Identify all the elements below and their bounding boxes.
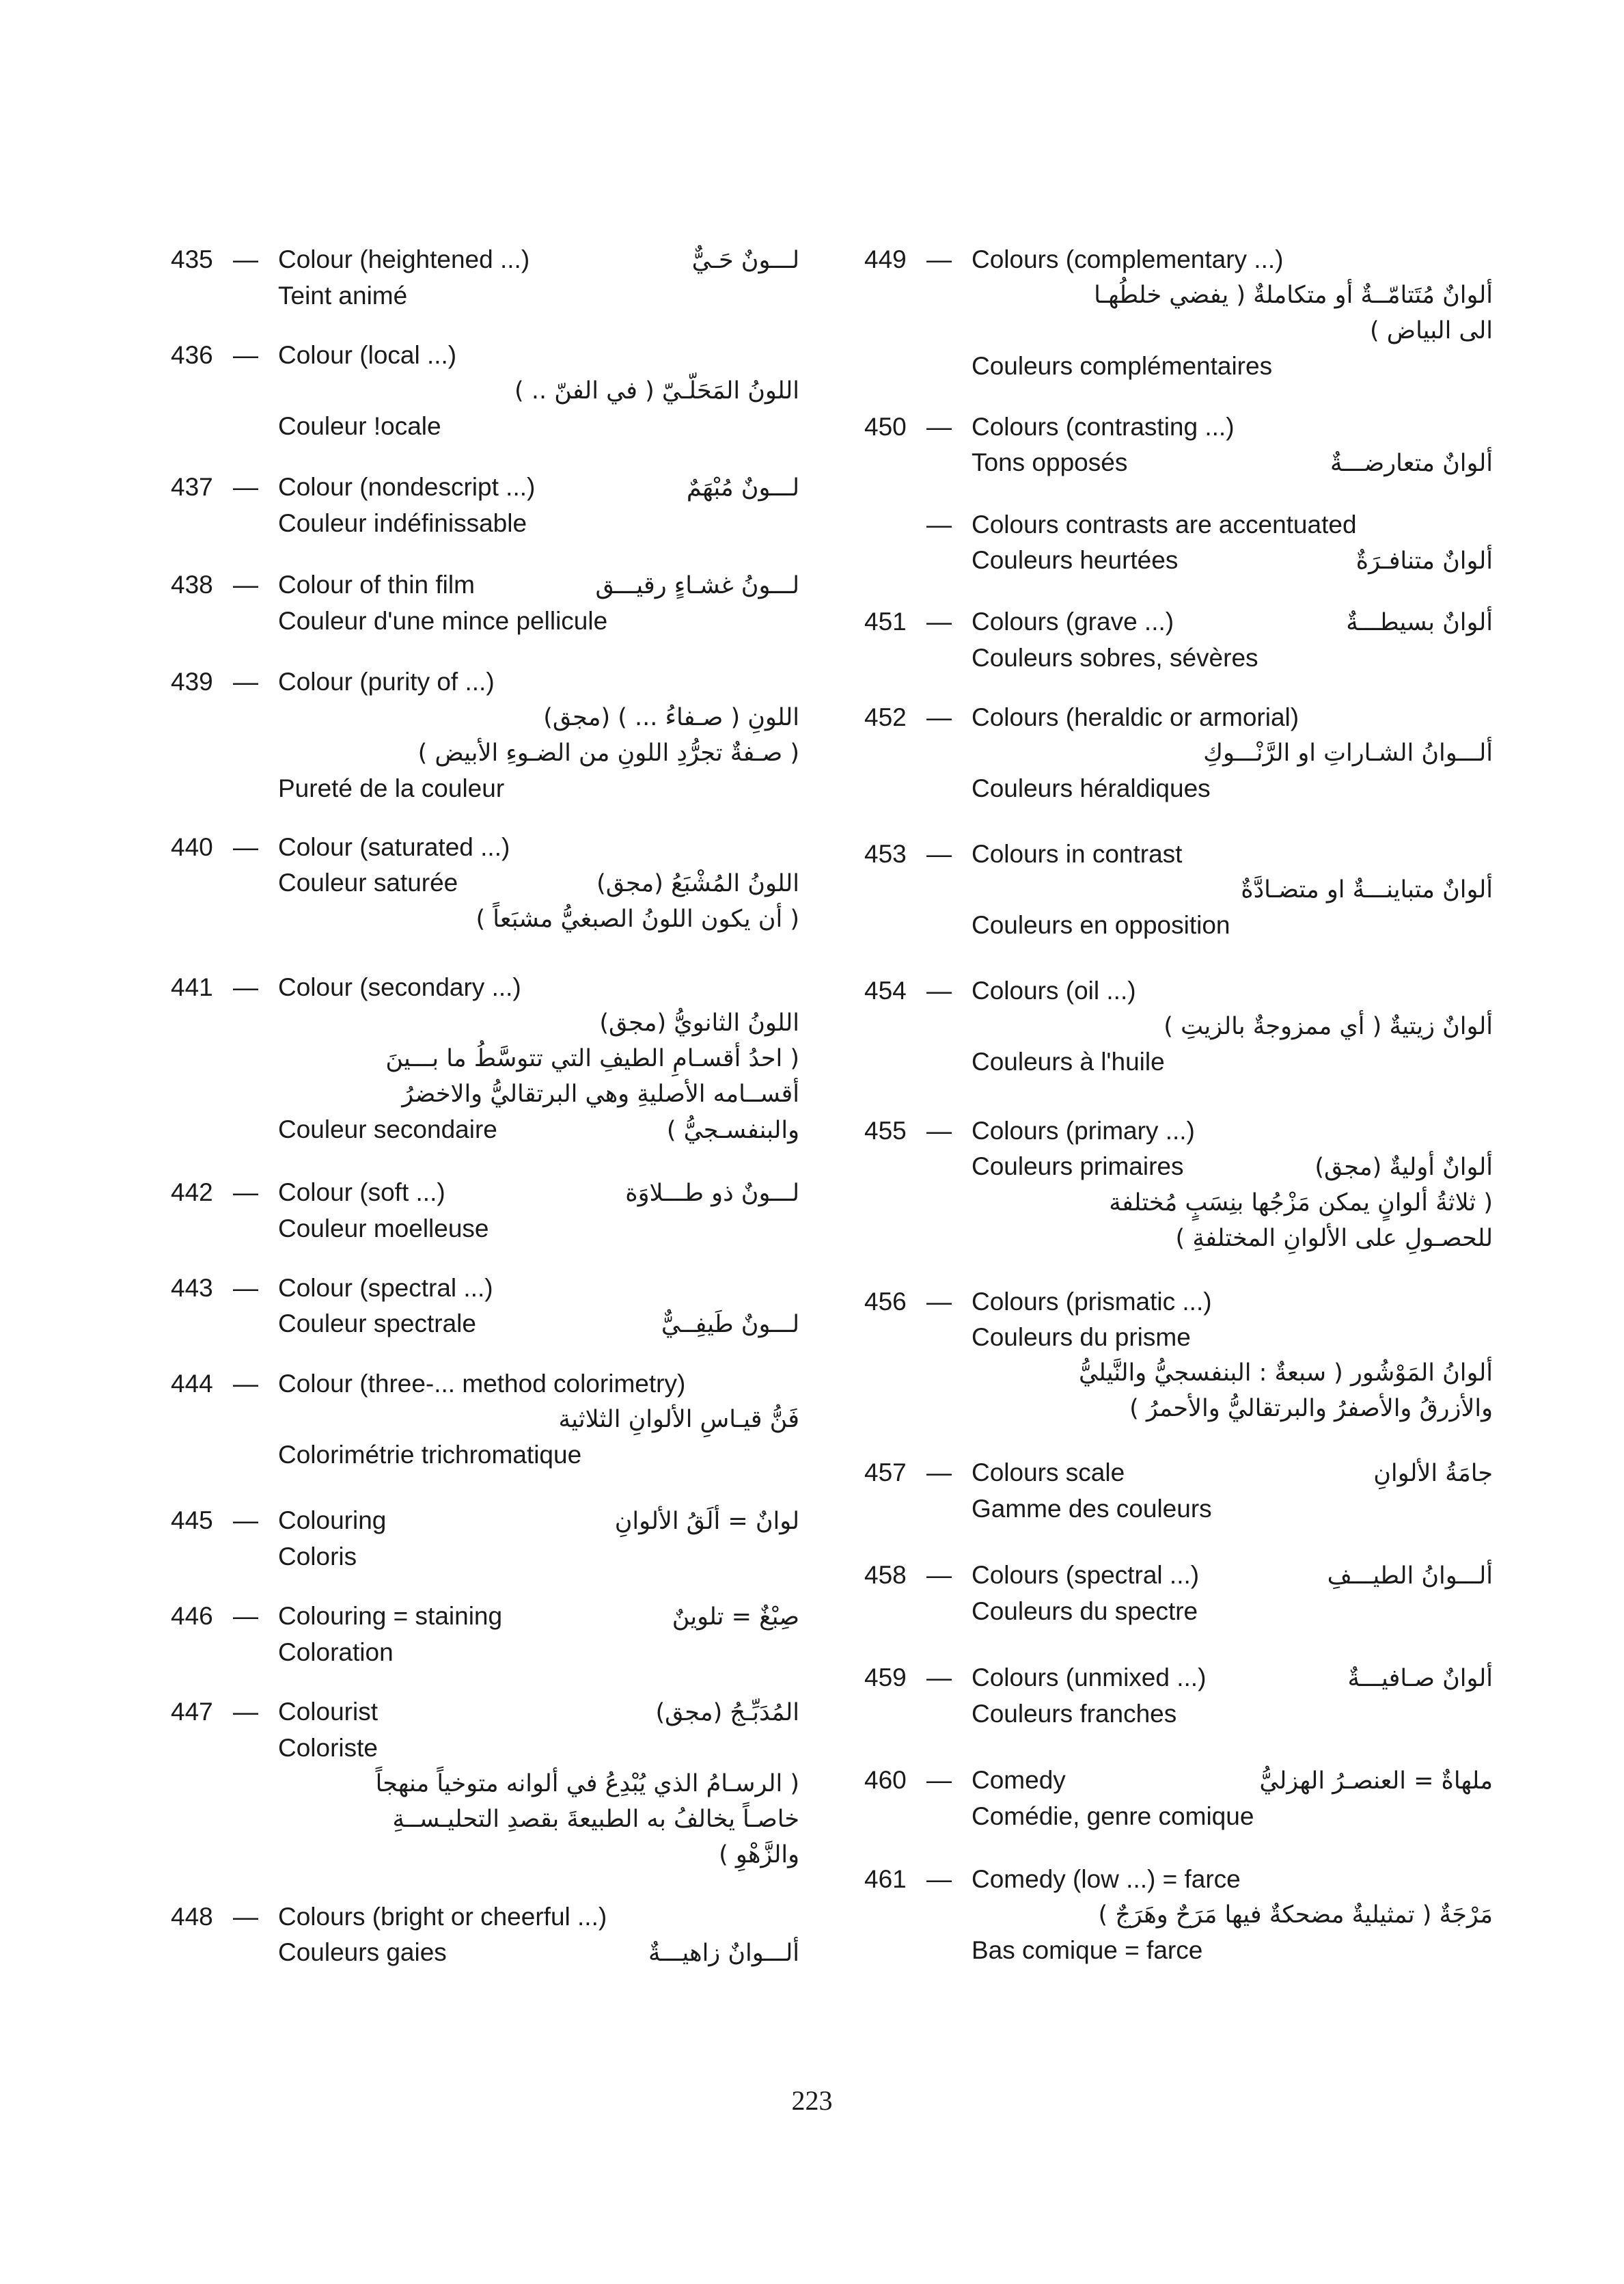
entry-head xyxy=(864,1455,1493,1491)
french-term: Couleur moelleuse xyxy=(278,1214,489,1242)
entry-head xyxy=(864,409,1493,445)
entry-dash: — xyxy=(233,1698,258,1726)
dictionary-entry xyxy=(864,242,1493,384)
french-row xyxy=(864,543,1493,579)
arabic-definition-line: ( احدُ أقسـامِ الطيفِ التي تتوسَّطُ ما بـــينَ xyxy=(385,1045,799,1072)
entry-dash: — xyxy=(926,1288,952,1316)
dictionary-entry xyxy=(864,1455,1493,1527)
french-row xyxy=(864,1320,1493,1355)
french-row xyxy=(864,908,1493,943)
entry-number: 443 xyxy=(171,1274,213,1302)
dictionary-entry xyxy=(171,1175,799,1247)
entry-head xyxy=(171,1599,799,1635)
dictionary-entry xyxy=(171,470,799,541)
entry-number: 439 xyxy=(171,668,213,696)
entry-dash: — xyxy=(233,245,258,273)
french-row xyxy=(171,771,799,806)
english-term: Colours (prismatic ...) xyxy=(972,1288,1212,1316)
entry-dash: — xyxy=(926,1663,952,1691)
entry-number: 460 xyxy=(864,1766,907,1794)
english-term: Colouring xyxy=(278,1506,387,1534)
english-term: Colours (heraldic or armorial) xyxy=(972,703,1299,731)
french-term: Coloration xyxy=(278,1638,394,1666)
arabic-definition-line: الى البياض ) xyxy=(1370,317,1493,344)
english-term: Colour of thin film xyxy=(278,571,475,599)
entry-number: 459 xyxy=(864,1663,907,1691)
entry-head xyxy=(864,1763,1493,1799)
entry-number: 452 xyxy=(864,703,907,731)
french-term: Teint animé xyxy=(278,282,408,310)
english-term: Colours (bright or cheerful ...) xyxy=(278,1903,607,1931)
french-term: Couleurs primaires xyxy=(972,1152,1184,1180)
arabic-definition-line: اللونُ الثانويُّ (مجق) xyxy=(599,1009,799,1037)
french-term: Couleur indéfinissable xyxy=(278,509,527,537)
arabic-term: لـــونٌ مُبْهَمٌ xyxy=(686,474,799,502)
arabic-term: ألـــوانُ الطيـــفِ xyxy=(1327,1562,1493,1590)
entry-number: 450 xyxy=(864,413,907,441)
french-term: Couleur spectrale xyxy=(278,1309,476,1337)
english-term: Colouring = staining xyxy=(278,1602,503,1630)
english-term: Colour (purity of ...) xyxy=(278,668,495,696)
entry-head xyxy=(171,242,799,278)
entry-dash: — xyxy=(233,1506,258,1534)
entry-number: 454 xyxy=(864,977,907,1005)
french-row xyxy=(171,1437,799,1473)
entry-number: 436 xyxy=(171,341,213,369)
english-term: Colours (unmixed ...) xyxy=(972,1663,1207,1691)
english-term: Colours (oil ...) xyxy=(972,977,1136,1005)
french-term: Couleur d'une mince pellicule xyxy=(278,607,608,635)
arabic-term: ألـــوانٌ زاهيـــةٌ xyxy=(648,1940,799,1967)
entry-number: 441 xyxy=(171,973,213,1001)
english-term: Comedy xyxy=(972,1766,1066,1794)
entry-dash: — xyxy=(233,1178,258,1206)
entry-head xyxy=(171,1694,799,1730)
french-row xyxy=(864,640,1493,676)
french-term: Couleurs gaies xyxy=(278,1938,447,1966)
arabic-definition-line: ألوانٌ متباينـــةٌ او متضـادَّةٌ xyxy=(1241,876,1493,903)
french-term: Tons opposés xyxy=(972,448,1128,476)
arabic-definition-line: ( أن يكون اللونُ الصبغيُّ مشبَعاً ) xyxy=(476,906,799,933)
entry-number: 444 xyxy=(171,1370,213,1398)
french-row xyxy=(864,1933,1493,1968)
arabic-term: لـــونُ غشـاءٍ رقيـــق xyxy=(595,572,799,599)
entry-head xyxy=(864,1558,1493,1594)
dictionary-entry xyxy=(864,700,1493,806)
entry-head xyxy=(171,1175,799,1211)
entry-dash: — xyxy=(926,1766,952,1794)
arabic-definition-line: أقســامه الأصليةِ وهي البرتقاليُّ والاخضرُ xyxy=(402,1080,799,1108)
french-row xyxy=(171,278,799,314)
english-term: Colours in contrast xyxy=(972,840,1183,868)
entry-number: 447 xyxy=(171,1698,213,1726)
french-row xyxy=(864,1491,1493,1527)
arabic-term: ألوانٌ متعارضـــةٌ xyxy=(1330,450,1493,477)
french-row xyxy=(864,445,1493,481)
entry-number: 458 xyxy=(864,1561,907,1589)
english-term: Colours (complementary ...) xyxy=(972,245,1284,273)
english-term: Colour (heightened ...) xyxy=(278,245,530,273)
entry-dash: — xyxy=(926,1561,952,1589)
arabic-term: والبنفسـجيُّ ) xyxy=(666,1117,799,1144)
dictionary-entry xyxy=(171,1899,799,1971)
arabic-definition-line: ( الرسـامُ الذي يُبْدِعُ في ألوانه متوخياً منهجاً xyxy=(375,1770,799,1797)
entry-head xyxy=(864,1660,1493,1696)
entry-dash: — xyxy=(233,833,258,861)
french-term: Couleurs complémentaires xyxy=(972,352,1273,380)
arabic-definition-line: ( ثلاثةُ ألوانٍ يمكن مَزْجُها بنِسَبٍ مُختلفة xyxy=(1109,1189,1493,1216)
french-term: Coloris xyxy=(278,1542,357,1571)
entry-dash: — xyxy=(233,571,258,599)
french-term: Couleurs du prisme xyxy=(972,1323,1191,1351)
entry-number: 446 xyxy=(171,1602,213,1630)
entry-head xyxy=(864,1284,1493,1320)
entry-head xyxy=(864,700,1493,735)
french-term: Gamme des couleurs xyxy=(972,1495,1212,1523)
arabic-term: لـــونٌ ذو طـــلاوَة xyxy=(625,1180,799,1207)
entry-number: 445 xyxy=(171,1506,213,1534)
arabic-definition-line: اللونُ المَحَلّـيّ ( في الفنّ .. ) xyxy=(514,377,799,405)
dictionary-entry xyxy=(171,1503,799,1575)
entry-head xyxy=(864,507,1493,543)
entry-number: 449 xyxy=(864,245,907,273)
arabic-definition-line: والزَّهْوِ ) xyxy=(719,1841,799,1868)
french-term: Couleurs à l'huile xyxy=(972,1048,1165,1076)
entry-number: 455 xyxy=(864,1117,907,1145)
entry-dash: — xyxy=(926,511,952,539)
dictionary-entry xyxy=(171,338,799,444)
arabic-term: اللونُ المُشْبَعُ (مجق) xyxy=(596,870,799,897)
english-term: Colour (three-... method colorimetry) xyxy=(278,1370,686,1398)
english-term: Comedy (low ...) = farce xyxy=(972,1865,1241,1893)
entry-dash: — xyxy=(233,473,258,501)
dictionary-entry xyxy=(864,1113,1493,1256)
dictionary-entry xyxy=(864,837,1493,943)
entry-number: 435 xyxy=(171,245,213,273)
english-term: Colour (spectral ...) xyxy=(278,1274,493,1302)
entry-head xyxy=(171,567,799,603)
entry-head xyxy=(864,1113,1493,1149)
dictionary-entry xyxy=(864,1284,1493,1426)
entry-number: 442 xyxy=(171,1178,213,1206)
entry-dash: — xyxy=(233,1903,258,1931)
french-term: Pureté de la couleur xyxy=(278,774,505,802)
entry-dash: — xyxy=(926,245,952,273)
arabic-term: ألوانٌ بسيطـــةٌ xyxy=(1346,609,1493,636)
dictionary-entry xyxy=(864,604,1493,676)
entry-dash: — xyxy=(233,668,258,696)
french-term: Couleur saturée xyxy=(278,869,458,897)
entry-number: 448 xyxy=(171,1903,213,1931)
entry-head xyxy=(171,1899,799,1935)
french-term: Couleur secondaire xyxy=(278,1115,497,1143)
english-term: Colour (local ...) xyxy=(278,341,457,369)
entry-dash: — xyxy=(926,1458,952,1486)
french-term: Couleurs sobres, sévères xyxy=(972,644,1258,672)
arabic-term: لوانٌ = ألَقُ الألوانِ xyxy=(614,1508,799,1535)
entry-head xyxy=(171,1503,799,1539)
french-row xyxy=(864,1044,1493,1080)
french-row xyxy=(864,771,1493,806)
entry-head xyxy=(171,970,799,1005)
arabic-definition-line: خاصـاً يخالفُ به الطبيعةَ بقصدِ التحليـســةِ xyxy=(392,1806,799,1833)
english-term: Colour (soft ...) xyxy=(278,1178,445,1206)
french-term: Couleurs du spectre xyxy=(972,1597,1198,1625)
entry-head xyxy=(864,242,1493,277)
english-term: Colours (spectral ...) xyxy=(972,1561,1200,1589)
entry-number: 461 xyxy=(864,1865,907,1893)
english-term: Colour (secondary ...) xyxy=(278,973,521,1001)
french-row xyxy=(864,1594,1493,1629)
entry-head xyxy=(171,664,799,700)
dictionary-entry xyxy=(171,664,799,806)
dictionary-entry xyxy=(171,1694,799,1873)
entry-head xyxy=(171,830,799,865)
dictionary-entry xyxy=(864,1660,1493,1732)
entry-dash: — xyxy=(926,1117,952,1145)
french-term: Couleur !ocale xyxy=(278,412,441,440)
english-term: Colour (nondescript ...) xyxy=(278,473,536,501)
entry-dash: — xyxy=(233,973,258,1001)
entry-number: 438 xyxy=(171,571,213,599)
french-row xyxy=(171,409,799,444)
french-term: Coloriste xyxy=(278,1734,378,1762)
english-term: Colours (primary ...) xyxy=(972,1117,1195,1145)
entry-dash: — xyxy=(926,1865,952,1893)
entry-number: 453 xyxy=(864,840,907,868)
page-number: 223 xyxy=(791,2085,833,2116)
french-row xyxy=(171,1935,799,1971)
english-term: Colours (contrasting ...) xyxy=(972,413,1235,441)
french-term: Couleurs en opposition xyxy=(972,911,1230,939)
arabic-definition-line: للحصـولِ على الألوانِ المختلفةِ ) xyxy=(1175,1225,1493,1252)
french-term: Comédie, genre comique xyxy=(972,1802,1254,1830)
entry-number: 451 xyxy=(864,608,907,636)
french-row xyxy=(864,1696,1493,1732)
entry-head xyxy=(171,1270,799,1306)
entry-head xyxy=(864,1862,1493,1897)
french-row xyxy=(864,1149,1493,1185)
entry-dash: — xyxy=(926,977,952,1005)
dictionary-entry xyxy=(171,1270,799,1342)
english-term: Colours (grave ...) xyxy=(972,608,1174,636)
arabic-term: ألوانٌ أوليةٌ (مجق) xyxy=(1315,1154,1493,1181)
entry-head xyxy=(864,604,1493,640)
arabic-term: لـــونٌ حَـيٌّ xyxy=(691,247,799,274)
entry-dash: — xyxy=(233,341,258,369)
french-row xyxy=(171,1539,799,1575)
dictionary-entry xyxy=(864,1558,1493,1629)
entry-head xyxy=(864,837,1493,872)
french-row xyxy=(171,865,799,901)
entry-number: 437 xyxy=(171,473,213,501)
dictionary-entry xyxy=(864,1862,1493,1968)
entry-number: 440 xyxy=(171,833,213,861)
dictionary-entry xyxy=(171,1599,799,1670)
entry-number: 457 xyxy=(864,1458,907,1486)
english-term: Colourist xyxy=(278,1698,378,1726)
dictionary-entry xyxy=(864,409,1493,481)
dictionary-entry xyxy=(171,567,799,639)
arabic-definition-line: ( صـفةٌ تجرُّدِ اللونِ من الضـوءِ الأبيض ) xyxy=(417,739,799,767)
english-term: Colour (saturated ...) xyxy=(278,833,510,861)
english-term: Colours contrasts are accentuated xyxy=(972,511,1357,539)
entry-head xyxy=(171,338,799,373)
entry-dash: — xyxy=(233,1274,258,1302)
arabic-term: لـــونٌ طَيفِــيٌّ xyxy=(661,1311,799,1338)
french-term: Couleurs franches xyxy=(972,1700,1177,1728)
french-row xyxy=(171,1306,799,1342)
entry-dash: — xyxy=(926,608,952,636)
entry-number: 456 xyxy=(864,1288,907,1316)
dictionary-entry xyxy=(864,973,1493,1080)
dictionary-entry xyxy=(171,830,799,937)
dictionary-entry xyxy=(864,507,1493,579)
french-row xyxy=(171,603,799,639)
arabic-term: المُدَبِّـجُ (مجق) xyxy=(655,1699,799,1726)
entry-head xyxy=(171,1366,799,1402)
entry-dash: — xyxy=(233,1602,258,1630)
french-row xyxy=(171,1635,799,1670)
dictionary-entry xyxy=(864,1763,1493,1834)
arabic-term: جامَةُ الألوانِ xyxy=(1373,1460,1493,1487)
french-row xyxy=(171,1211,799,1247)
french-row xyxy=(171,1730,799,1766)
arabic-definition-line: والأزرقُ والأصفرُ والبرتقاليُّ والأحمرُ ) xyxy=(1129,1395,1493,1422)
french-row xyxy=(864,1799,1493,1834)
french-term: Couleurs héraldiques xyxy=(972,774,1211,802)
french-term: Couleurs heurtées xyxy=(972,546,1179,574)
entry-dash: — xyxy=(233,1370,258,1398)
french-row xyxy=(171,1112,799,1148)
arabic-definition-line: ألوانٌ زيتيةٌ ( أي ممزوجةٌ بالزيتِ ) xyxy=(1164,1013,1493,1040)
arabic-definition-line: اللونِ ( صـفاءُ ... ) (مجق) xyxy=(543,704,799,731)
arabic-definition-line: ألوانُ المَوْشُور ( سبعةٌ : البنفسجيُّ والنَّيليُّ xyxy=(1078,1359,1493,1387)
arabic-term: ملهاةٌ = العنصـرُ الهزليُّ xyxy=(1259,1767,1493,1795)
english-term: Colours scale xyxy=(972,1458,1125,1486)
french-row xyxy=(864,349,1493,384)
entry-head xyxy=(864,973,1493,1009)
arabic-term: صِبْغٌ = تلوينٌ xyxy=(672,1603,799,1631)
dictionary-entry xyxy=(171,1366,799,1473)
dictionary-entry xyxy=(171,242,799,314)
arabic-term: ألوانٌ صـافيـــةٌ xyxy=(1347,1665,1493,1692)
french-term: Bas comique = farce xyxy=(972,1936,1203,1964)
arabic-definition-line: ألوانٌ مُتَتامّــةٌ أو متكاملةٌ ( يفضي خلطُهـا xyxy=(1094,282,1493,309)
french-row xyxy=(171,506,799,541)
french-term: Colorimétrie trichromatique xyxy=(278,1441,582,1469)
entry-head xyxy=(171,470,799,506)
entry-dash: — xyxy=(926,413,952,441)
entry-dash: — xyxy=(926,840,952,868)
dictionary-entry xyxy=(171,970,799,1148)
arabic-definition-line: مَرْجَةٌ ( تمثيليةٌ مضحكةٌ فيها مَرَحٌ وهَرَجٌ ) xyxy=(1098,1901,1493,1929)
arabic-term: ألوانٌ متنافـرَةٌ xyxy=(1355,547,1493,575)
arabic-definition-line: فَنُّ قيـاسِ الألوانِ الثلاثية xyxy=(558,1406,799,1433)
arabic-definition-line: ألـــوانُ الشـاراتِ او الرَّنْـــوكِ xyxy=(1203,739,1493,767)
entry-dash: — xyxy=(926,703,952,731)
